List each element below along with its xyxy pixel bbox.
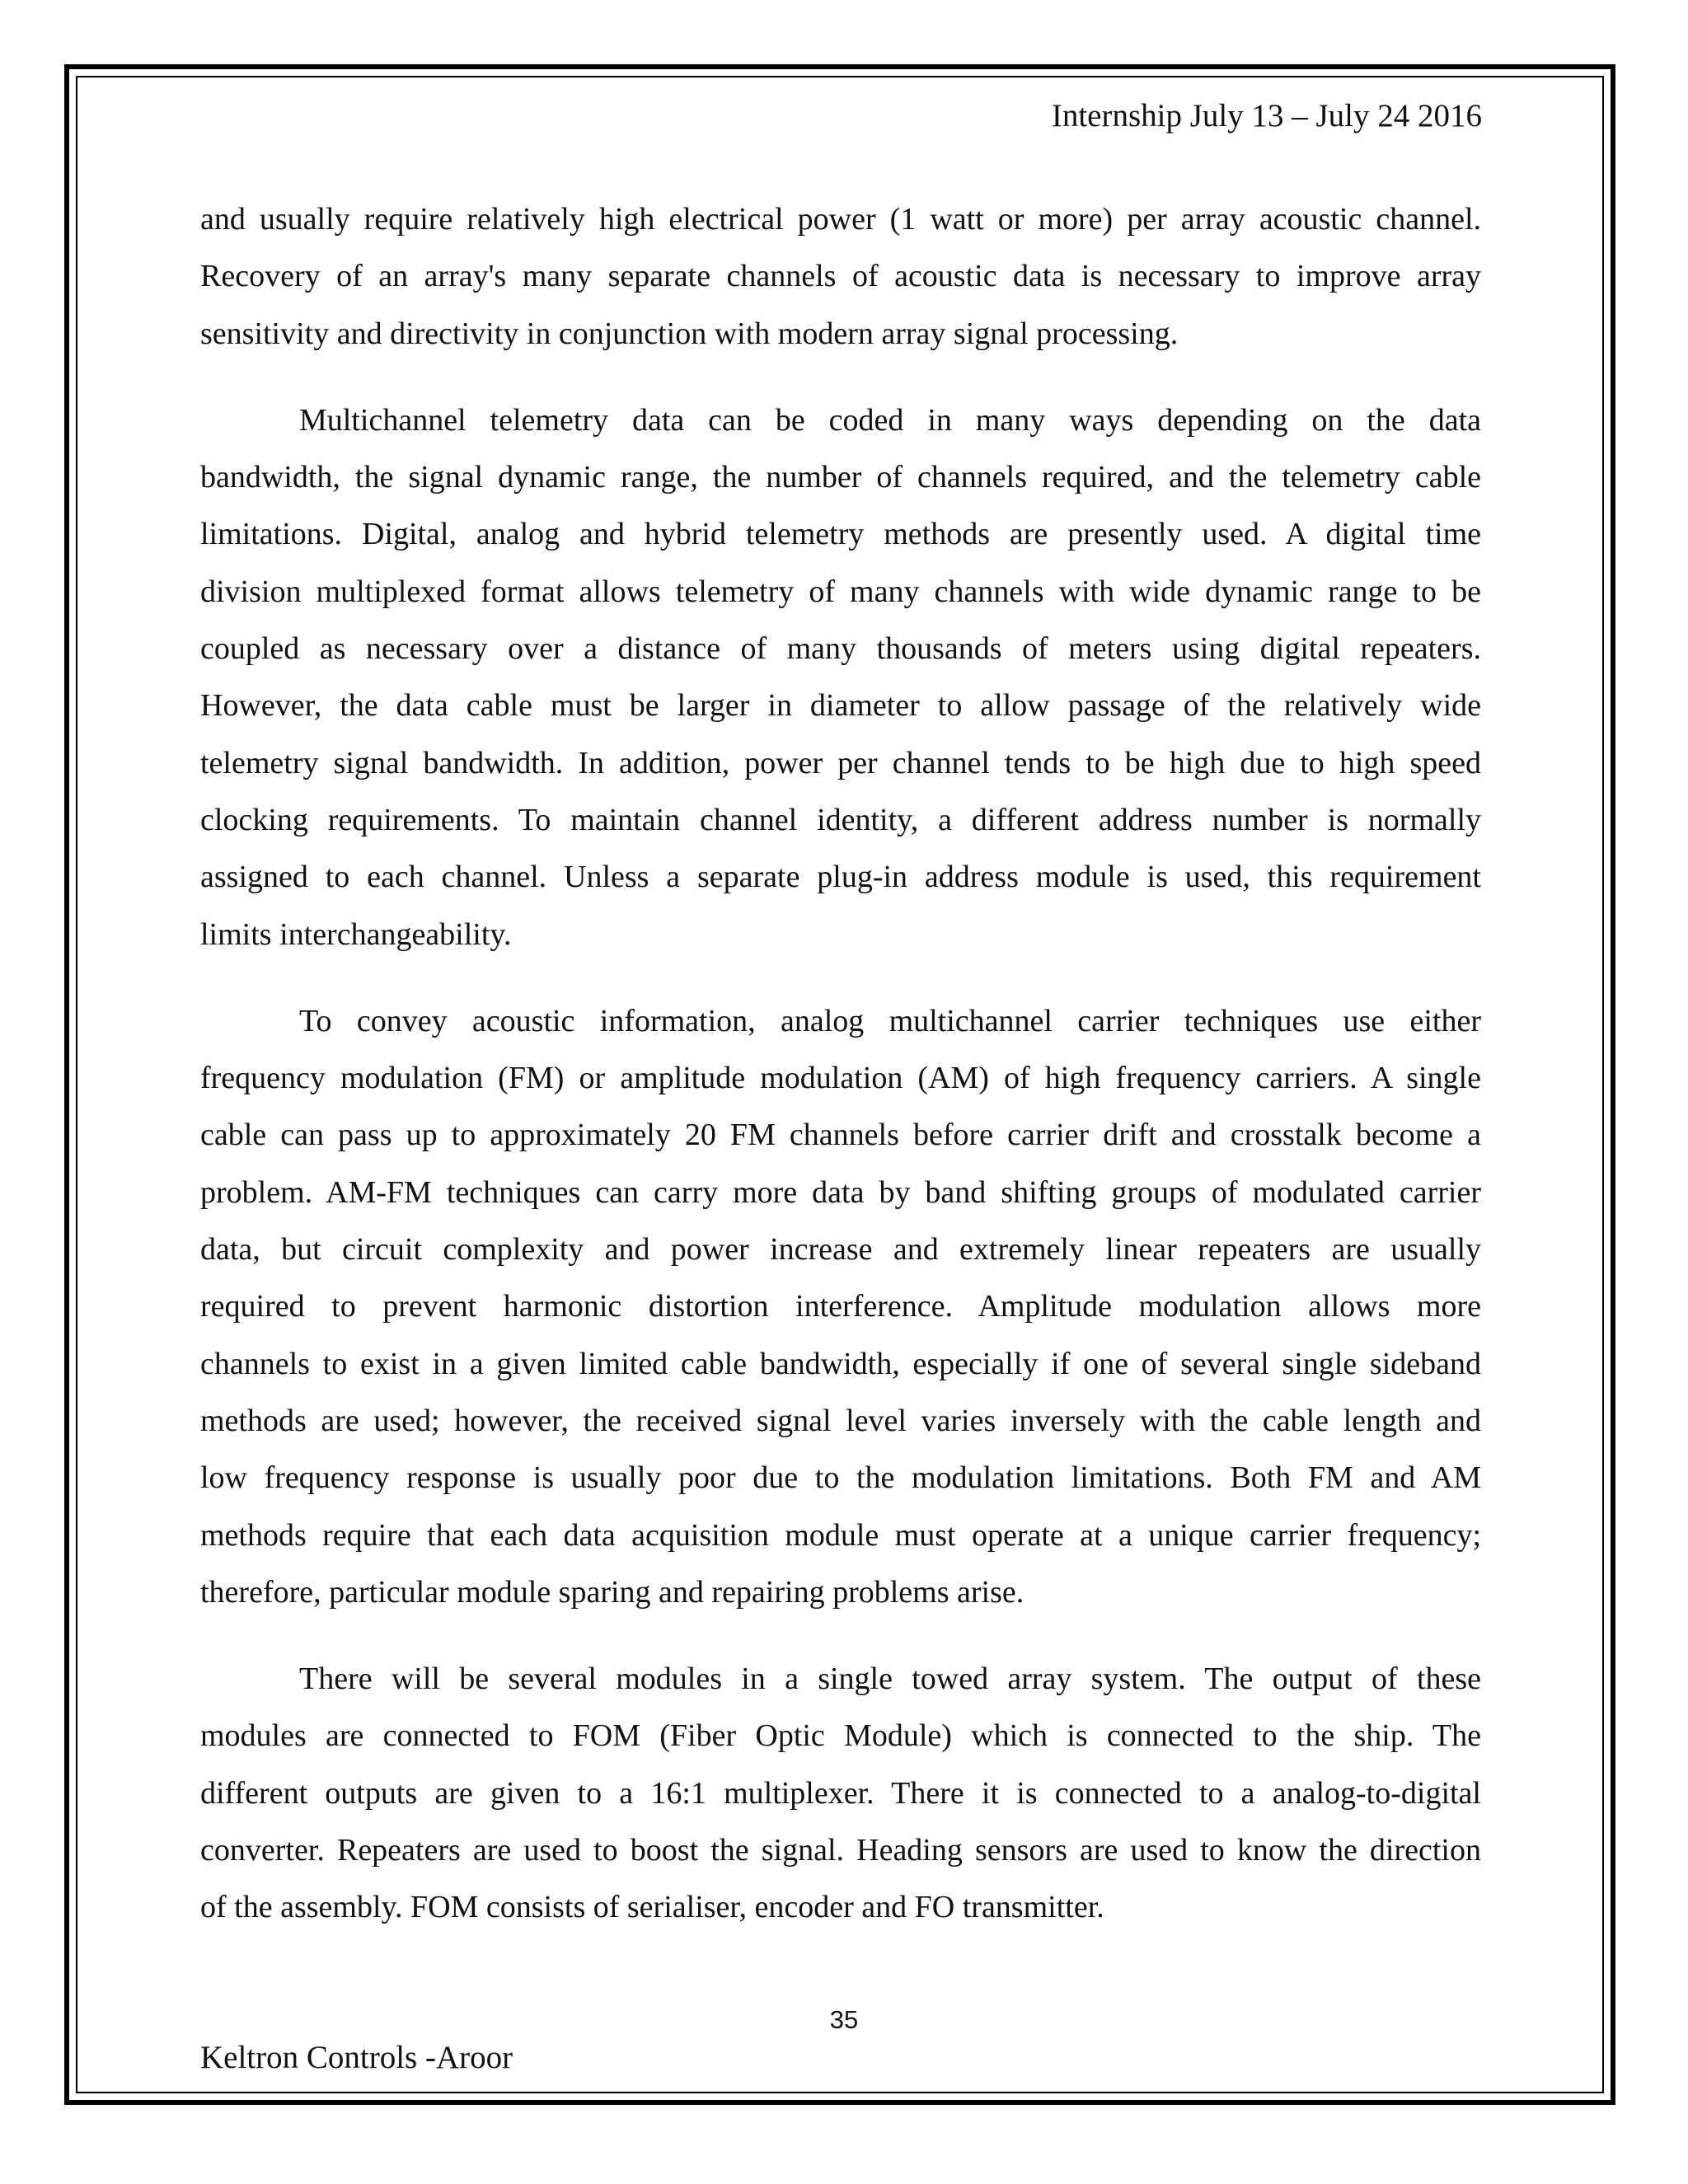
text-line: limits interchangeability.	[200, 916, 512, 952]
paragraph-2	[200, 392, 1481, 963]
paragraph-1	[200, 191, 1481, 363]
text-line: required to prevent harmonic distortion interference. Amplitude modulation allows more	[200, 1289, 1481, 1324]
text-line: converter. Repeaters are used to boost the signal. Heading sensors are used to know the direction	[200, 1833, 1481, 1868]
text-line: sensitivity and directivity in conjunction with modern array signal processing.	[200, 316, 1179, 351]
text-line: To convey acoustic information, analog multichannel carrier techniques use either	[299, 1003, 1481, 1038]
text-line: data, but circuit complexity and power increase and extremely linear repeaters are usually	[200, 1232, 1481, 1268]
text-line: bandwidth, the signal dynamic range, the number of channels required, and the telemetry cable	[200, 460, 1481, 495]
text-line: low frequency response is usually poor due to the modulation limitations. Both FM and AM	[200, 1460, 1481, 1496]
text-line: and usually require relatively high electrical power (1 watt or more) per array acoustic channel.	[200, 202, 1481, 237]
text-line: therefore, particular module sparing and repairing problems arise.	[200, 1574, 1025, 1610]
paragraph-4	[200, 1651, 1481, 1936]
text-line: Multichannel telemetry data can be coded in many ways depending on the data	[299, 402, 1481, 438]
text-line: assigned to each channel. Unless a separate plug-in address module is used, this requirement	[200, 860, 1481, 895]
text-line: methods are used; however, the received signal level varies inversely with the cable length and	[200, 1403, 1481, 1438]
text-line: modules are connected to FOM (Fiber Optic Module) which is connected to the ship. The	[200, 1718, 1481, 1754]
text-line: There will be several modules in a single towed array system. The output of these	[299, 1661, 1481, 1697]
text-line: frequency modulation (FM) or amplitude modulation (AM) of high frequency carriers. A single	[200, 1061, 1481, 1096]
text-line: channels to exist in a given limited cable bandwidth, especially if one of several single sideband	[200, 1346, 1481, 1381]
text-line: different outputs are given to a 16:1 multiplexer. There it is connected to a analog-to-digital	[200, 1775, 1481, 1811]
page-header: Internship July 13 – July 24 2016	[1051, 98, 1482, 134]
text-line: methods require that each data acquisition module must operate at a unique carrier frequency;	[200, 1517, 1481, 1553]
text-line: of the assembly. FOM consists of serialiser, encoder and FO transmitter.	[200, 1890, 1104, 1925]
paragraph-3	[200, 993, 1481, 1621]
page-footer: Keltron Controls -Aroor	[200, 2040, 513, 2075]
document-body	[200, 191, 1481, 1966]
text-line: problem. AM-FM techniques can carry more data by band shifting groups of modulated carrier	[200, 1174, 1481, 1210]
text-line: division multiplexed format allows telemetry of many channels with wide dynamic range to be	[200, 574, 1481, 609]
page-number: 35	[829, 2005, 859, 2034]
text-line: Recovery of an array's many separate channels of acoustic data is necessary to improve array	[200, 259, 1481, 294]
text-line: telemetry signal bandwidth. In addition, power per channel tends to be high due to high speed	[200, 745, 1481, 780]
text-line: However, the data cable must be larger in diameter to allow passage of the relatively wide	[200, 688, 1481, 724]
text-line: cable can pass up to approximately 20 FM channels before carrier drift and crosstalk become a	[200, 1118, 1481, 1153]
text-line: coupled as necessary over a distance of many thousands of meters using digital repeaters.	[200, 631, 1481, 667]
text-line: limitations. Digital, analog and hybrid telemetry methods are presently used. A digital time	[200, 517, 1481, 552]
text-line: clocking requirements. To maintain channel identity, a different address number is normally	[200, 802, 1481, 837]
